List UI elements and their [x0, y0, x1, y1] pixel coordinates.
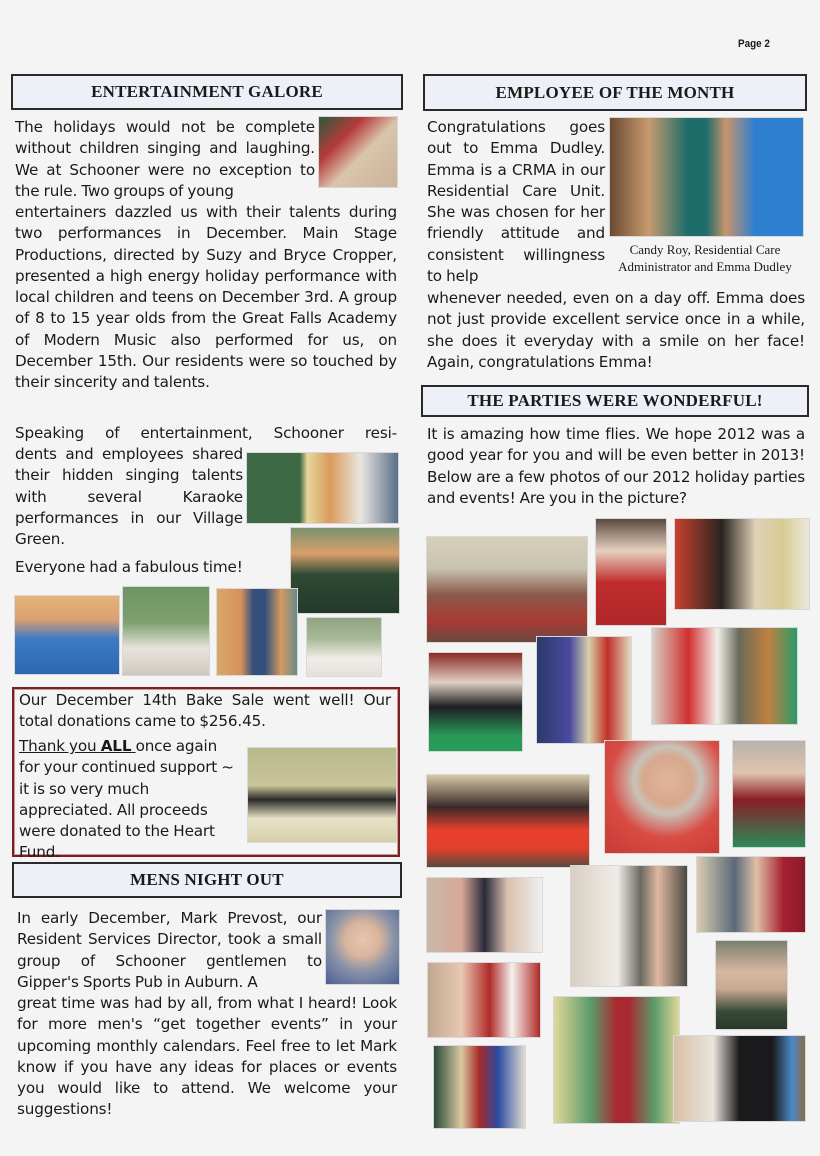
- mens-night-heading-text: MENS NIGHT OUT: [130, 870, 284, 889]
- photo-dining-room-party: [426, 536, 588, 643]
- photo-christmas-tree: [536, 636, 632, 744]
- photo-buffet-line: [433, 1045, 526, 1129]
- entertainment-para3: Everyone had a fabulous time!: [15, 558, 243, 576]
- parties-para: It is amazing how time flies. We hope 2012 was a good year for you and will be even better in 2013! Below are a few photos of our 2012 holiday parties and events! Are you in the picture?: [427, 425, 805, 507]
- entertainment-para2-wrap: dents and employees shared their hidden singing talents with several Karaoke performances in our Village Green.: [15, 445, 243, 549]
- entertainment-heading: [11, 74, 403, 110]
- employee-heading-text: EMPLOYEE OF THE MONTH: [495, 82, 735, 102]
- caption-line2: Administrator and Emma Dudley: [618, 259, 792, 274]
- photo-girl-smiling: [318, 116, 398, 188]
- thank-you-rest: once again for your continued support ~ it is so very much appreciated. All proceeds were donated to the Heart Fund.: [19, 737, 234, 862]
- thank-you-all: ALL: [100, 737, 132, 755]
- photo-karaoke-men: [246, 452, 399, 524]
- mens-night-heading: [12, 862, 402, 898]
- bake-sale-line1: Our December 14th Bake Sale went well! Our total donations came to $256.45.: [19, 691, 391, 731]
- photo-lady-red-sweater: [595, 518, 667, 626]
- photo-karaoke-blue-duo: [14, 595, 120, 675]
- mens-night-para-wrap: In early December, Mark Prevost, our Resident Services Director, took a small group of Schooner gentlemen to Gipper's Sports Pub in Auburn. A: [17, 909, 322, 991]
- photo-lady-laughing: [604, 740, 720, 854]
- photo-lady-red-scarf: [732, 740, 806, 848]
- entertainment-para2-line1: Speaking of entertainment, Schooner resi-: [15, 424, 397, 442]
- photo-lady-and-man-tie: [570, 865, 688, 987]
- photo-village-green-stage: [216, 588, 298, 676]
- photo-candy-and-emma: [609, 117, 804, 237]
- parties-heading-text: THE PARTIES WERE WONDERFUL!: [467, 391, 763, 410]
- photo-bake-sale-table: [247, 747, 397, 843]
- parties-heading: [421, 385, 809, 417]
- photo-lady-table-green: [428, 652, 523, 752]
- page-number: Page 2: [738, 38, 770, 50]
- caption-line1: Candy Roy, Residential Care: [629, 242, 781, 257]
- entertainment-para1-wrap: The holidays would not be complete without children singing and laughing. We at Schooner were no exception to the rule. Two groups of young: [15, 118, 315, 200]
- photo-mark-prevost: [325, 909, 400, 985]
- photo-family-table: [426, 774, 590, 868]
- entertainment-para1-full: entertainers dazzled us with their talents during two performances in December. Main Stage Productions, directed by Suzy and Bryce Cropper, presented a high energy holiday performance with local children and teens on December 3rd. A group of 8 to 15 year olds from the Great Falls Academy of Modern Music also performed for us, on December 15th. Our residents were so touched by their sincerity and talents.: [15, 203, 397, 392]
- entertainment-heading-text: ENTERTAINMENT GALORE: [91, 82, 323, 101]
- photo-karaoke-white-duo: [306, 617, 382, 677]
- employee-para-full: whenever needed, even on a day off. Emma does not just provide excellent service once in a while, she does it everyday with a smile on her face! Again, congratulations Emma!: [427, 289, 805, 371]
- photo-lady-red-jacket: [553, 996, 680, 1124]
- bake-sale-thanks: [19, 736, 241, 864]
- photo-couple-smiling: [426, 877, 543, 953]
- mens-night-para-full: great time was had by all, from what I heard! Look for more men's “get together events” in your upcoming monthly calendars. Feel free to let Mark know if you have any ideas for places or events you would like to attend. We welcome your suggestions!: [17, 994, 397, 1119]
- photo-couple-toasting: [696, 856, 806, 933]
- photo-lady-and-server: [674, 518, 810, 610]
- photo-couple-santa: [427, 962, 541, 1038]
- employee-heading: [423, 74, 807, 111]
- photo-old-man-plaid: [715, 940, 788, 1030]
- photo-karaoke-singer-green: [122, 586, 210, 676]
- photo-santa-hat-drinks: [651, 627, 798, 725]
- thank-you-prefix: Thank you: [19, 737, 101, 755]
- photo-karaoke-trio: [290, 527, 400, 614]
- photo-guitar-singer: [673, 1035, 806, 1122]
- employee-para-wrap: Congratulations goes out to Emma Dudley. Emma is a CRMA in our Residential Care Unit. She was chosen for her friendly attitude and consistent willingness to help: [427, 118, 605, 286]
- employee-photo-caption: [603, 241, 807, 275]
